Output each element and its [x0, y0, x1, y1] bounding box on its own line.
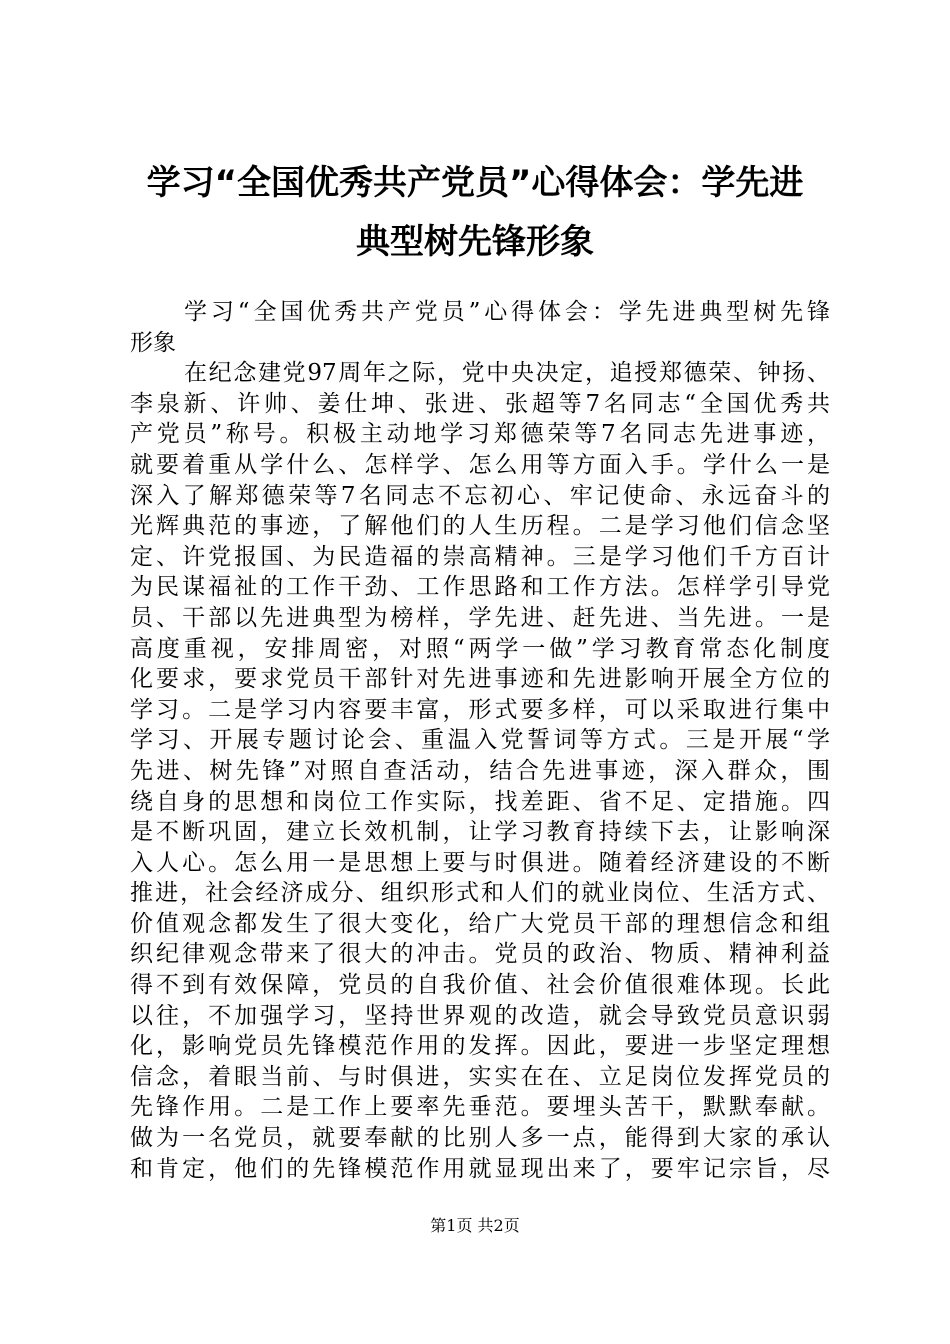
body-line: 绕自身的思想和岗位工作实际，找差距、省不足、定措施。四: [130, 788, 830, 815]
body-line: 就要着重从学什么、怎样学、怎么用等方面入手。学什么一是: [130, 451, 830, 478]
body-line: 光辉典范的事迹，了解他们的人生历程。二是学习他们信念坚: [130, 513, 830, 540]
body-line: 在纪念建党97周年之际，党中央决定，追授郑德荣、钟扬、: [184, 360, 830, 387]
page-footer: 第1页 共2页: [430, 1216, 520, 1235]
body-line: 推进，社会经济成分、组织形式和人们的就业岗位、生活方式、: [130, 880, 830, 907]
document-title-line-2: 典型树先锋形象: [356, 222, 594, 262]
body-line: 定、许党报国、为民造福的崇高精神。三是学习他们千方百计: [130, 543, 830, 570]
body-line: 学习、开展专题讨论会、重温入党誓词等方式。三是开展“学: [130, 727, 830, 754]
body-line: 价值观念都发生了很大变化，给广大党员干部的理想信念和组: [130, 910, 830, 937]
body-line: 学习“全国优秀共产党员”心得体会：学先进典型树先锋: [184, 299, 830, 325]
body-line: 学习。二是学习内容要丰富，形式要多样，可以采取进行集中: [130, 696, 830, 723]
body-line: 为民谋福祉的工作干劲、工作思路和工作方法。怎样学引导党: [130, 574, 830, 601]
body-line: 化要求，要求党员干部针对先进事迹和先进影响开展全方位的: [130, 666, 830, 693]
body-line: 以往，不加强学习，坚持世界观的改造，就会导致党员意识弱: [130, 1002, 830, 1029]
body-line: 做为一名党员，就要奉献的比别人多一点，能得到大家的承认: [130, 1125, 830, 1152]
body-line: 高度重视，安排周密，对照“两学一做”学习教育常态化制度: [130, 635, 830, 662]
document-title-line-1: 学习“全国优秀共产党员”心得体会：学先进: [146, 163, 804, 203]
body-line: 先锋作用。二是工作上要率先垂范。要埋头苦干，默默奉献。: [130, 1094, 830, 1121]
body-line: 先进、树先锋”对照自查活动，结合先进事迹，深入群众，围: [130, 757, 830, 784]
body-line: 信念，着眼当前、与时俱进，实实在在、立足岗位发挥党员的: [130, 1063, 830, 1090]
body-line: 化，影响党员先锋模范作用的发挥。因此，要进一步坚定理想: [130, 1033, 830, 1060]
body-line: 员、干部以先进典型为榜样，学先进、赶先进、当先进。一是: [130, 604, 830, 631]
body-line: 得不到有效保障，党员的自我价值、社会价值很难体现。长此: [130, 972, 830, 999]
body-line: 深入了解郑德荣等7名同志不忘初心、牢记使命、永远奋斗的: [130, 482, 830, 509]
body-line: 入人心。怎么用一是思想上要与时俱进。随着经济建设的不断: [130, 849, 830, 876]
body-line: 是不断巩固，建立长效机制，让学习教育持续下去，让影响深: [130, 819, 830, 846]
body-line: 和肯定，他们的先锋模范作用就显现出来了，要牢记宗旨，尽: [130, 1155, 830, 1182]
body-line: 形象: [130, 329, 176, 356]
body-line: 产党员”称号。积极主动地学习郑德荣等7名同志先进事迹，: [130, 421, 830, 448]
body-line: 织纪律观念带来了很大的冲击。党员的政治、物质、精神利益: [130, 941, 830, 968]
body-line: 李泉新、许帅、姜仕坤、张进、张超等7名同志“全国优秀共: [130, 390, 830, 417]
document-body: [130, 297, 830, 1184]
